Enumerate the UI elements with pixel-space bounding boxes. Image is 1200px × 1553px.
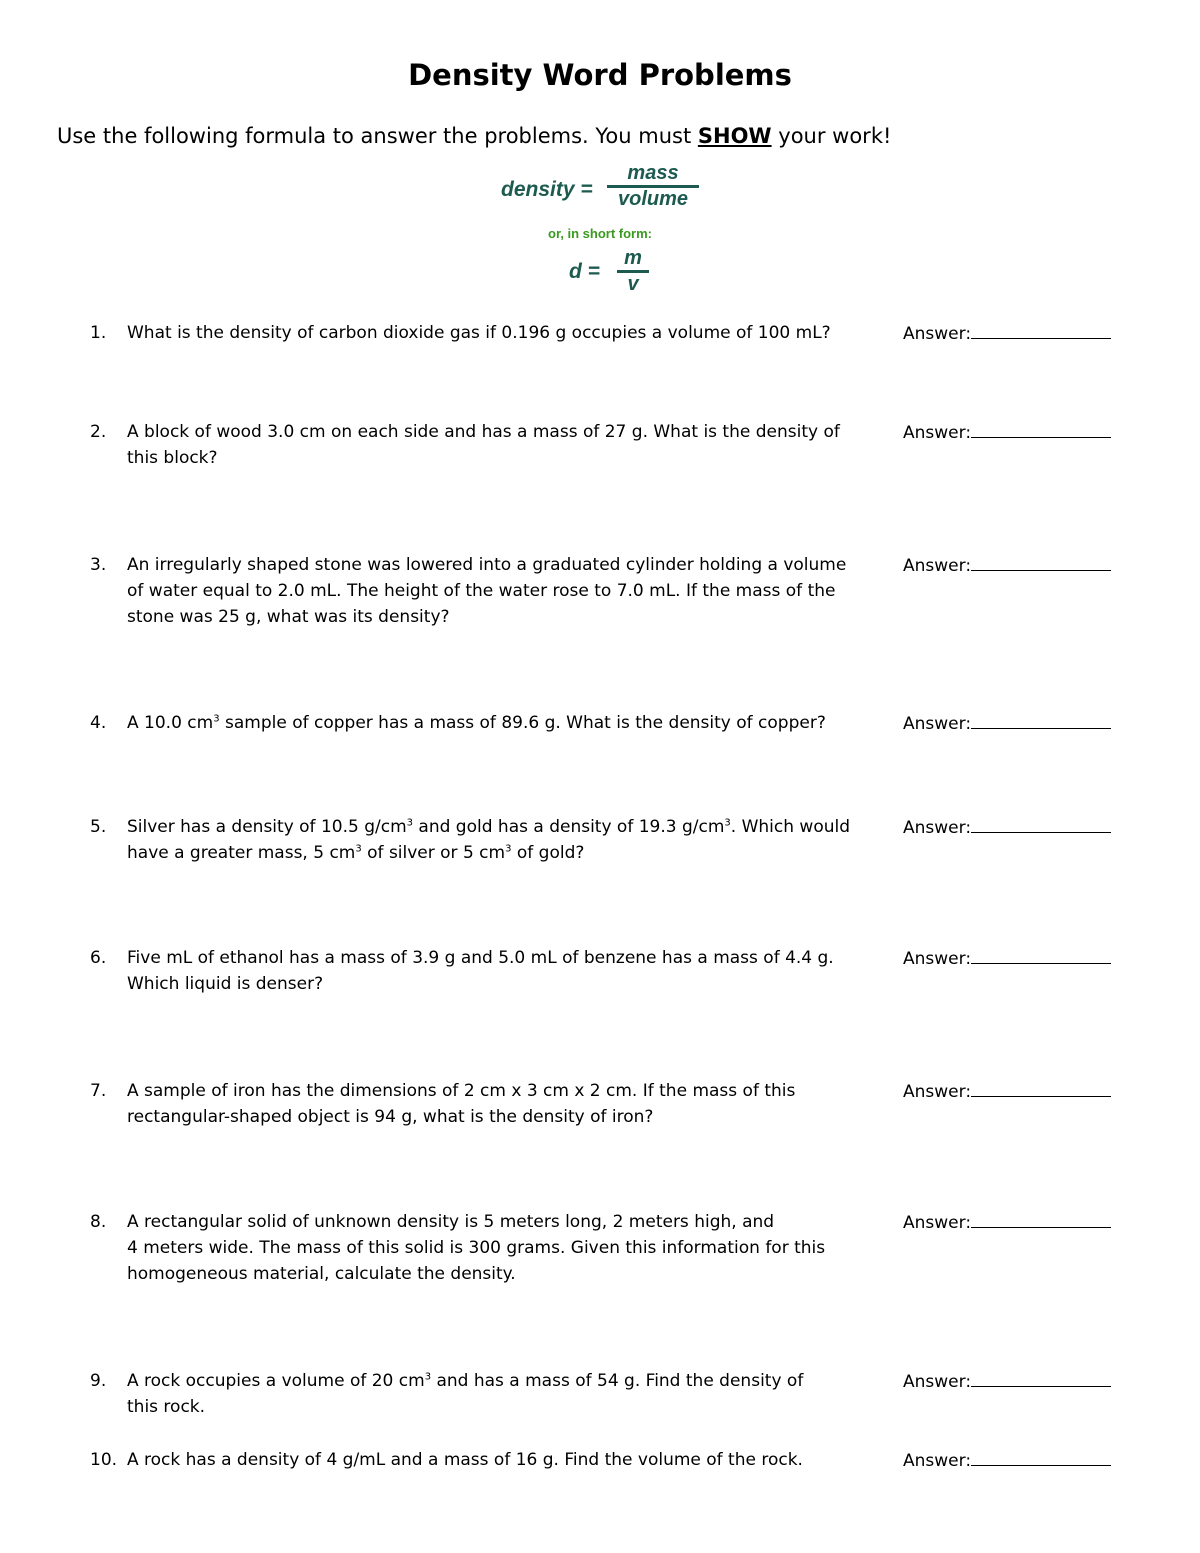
answer-field[interactable] bbox=[903, 945, 1111, 972]
answer-field[interactable] bbox=[903, 1447, 1111, 1474]
density-formula-numerator: mass bbox=[627, 162, 679, 184]
question-number: 9. bbox=[90, 1371, 107, 1391]
question-number: 5. bbox=[90, 817, 107, 837]
density-formula-lhs: density = bbox=[501, 178, 593, 201]
question-text: Silver has a density of 10.5 $g/cm^3$ and gold has a density of 19.3 $g/cm^3$. Which would have a greater mass, 5 $cm^3$ of silver or 5 $cm^3$ of gold? bbox=[127, 817, 851, 863]
page-title: Density Word Problems bbox=[408, 58, 792, 92]
density-formula-fraction bbox=[607, 162, 699, 211]
answer-field[interactable] bbox=[903, 1078, 1111, 1105]
question-text: A sample of iron has the dimensions of 2 cm x 3 cm x 2 cm. If the mass of this rectangular-shaped object is 94 g, what is the density of iron? bbox=[127, 1081, 796, 1127]
answer-label: Answer: bbox=[903, 949, 972, 969]
question-number: 3. bbox=[90, 555, 107, 575]
answer-field[interactable] bbox=[903, 710, 1111, 737]
question-number: 2. bbox=[90, 422, 107, 442]
short-formula-lhs: d = bbox=[569, 260, 600, 283]
answer-field[interactable] bbox=[903, 320, 1111, 347]
answer-label: Answer: bbox=[903, 1213, 972, 1233]
density-formula-denominator: volume bbox=[617, 188, 689, 210]
answer-label: Answer: bbox=[903, 1372, 972, 1392]
answer-blank[interactable] bbox=[971, 1078, 1111, 1097]
answer-field[interactable] bbox=[903, 419, 1111, 446]
instructions-emphasis: SHOW bbox=[697, 124, 772, 148]
answer-blank[interactable] bbox=[971, 1209, 1111, 1228]
answer-label: Answer: bbox=[903, 714, 972, 734]
answer-blank[interactable] bbox=[971, 710, 1111, 729]
answer-blank[interactable] bbox=[971, 945, 1111, 964]
answer-blank[interactable] bbox=[971, 419, 1111, 438]
answer-label: Answer: bbox=[903, 556, 972, 576]
answer-blank[interactable] bbox=[971, 552, 1111, 571]
question-number: 7. bbox=[90, 1081, 107, 1101]
answer-blank[interactable] bbox=[971, 1368, 1111, 1387]
instructions-text: Use the following formula to answer the problems. You must bbox=[57, 124, 698, 148]
answer-label: Answer: bbox=[903, 818, 972, 838]
answer-field[interactable] bbox=[903, 552, 1111, 579]
answer-field[interactable] bbox=[903, 814, 1111, 841]
question-text: Five mL of ethanol has a mass of 3.9 g and 5.0 mL of benzene has a mass of 4.4 g. Which liquid is denser? bbox=[127, 948, 834, 994]
answer-blank[interactable] bbox=[971, 1447, 1111, 1466]
question-number: 10. bbox=[90, 1450, 118, 1470]
short-formula-fraction bbox=[617, 247, 649, 296]
answer-field[interactable] bbox=[903, 1209, 1111, 1236]
question-number: 8. bbox=[90, 1212, 107, 1232]
question-number: 6. bbox=[90, 948, 107, 968]
question-text: A rectangular solid of unknown density is 5 meters long, 2 meters high, and 4 meters wide. The mass of this solid is 300 grams. Given this information for this homogeneous material, calculate the density. bbox=[127, 1212, 826, 1284]
question-text: An irregularly shaped stone was lowered into a graduated cylinder holding a volume of water equal to 2.0 mL. The height of the water rose to 7.0 mL. If the mass of the stone was 25 g, what was its density? bbox=[127, 555, 847, 627]
question-number: 4. bbox=[90, 713, 107, 733]
answer-label: Answer: bbox=[903, 1082, 972, 1102]
question-text: A 10.0 $cm^3$ sample of copper has a mass of 89.6 g. What is the density of copper? bbox=[127, 713, 826, 733]
question-text: A block of wood 3.0 cm on each side and has a mass of 27 g. What is the density of this block? bbox=[127, 422, 840, 468]
answer-label: Answer: bbox=[903, 324, 972, 344]
short-form-label: or, in short form: bbox=[548, 226, 652, 241]
short-formula-denominator: v bbox=[627, 273, 639, 295]
answer-label: Answer: bbox=[903, 1451, 972, 1471]
answer-blank[interactable] bbox=[971, 320, 1111, 339]
question-number: 1. bbox=[90, 323, 107, 343]
answer-field[interactable] bbox=[903, 1368, 1111, 1395]
short-formula-numerator: m bbox=[624, 247, 642, 269]
answer-blank[interactable] bbox=[971, 814, 1111, 833]
question-text: What is the density of carbon dioxide gas if 0.196 g occupies a volume of 100 mL? bbox=[127, 323, 831, 343]
instructions-text-end: your work! bbox=[771, 124, 892, 148]
question-text: A rock has a density of 4 g/mL and a mass of 16 g. Find the volume of the rock. bbox=[127, 1450, 803, 1470]
instructions bbox=[57, 124, 891, 148]
question-text: A rock occupies a volume of 20 $cm^3$ and has a mass of 54 g. Find the density of this rock. bbox=[127, 1371, 804, 1417]
answer-label: Answer: bbox=[903, 423, 972, 443]
